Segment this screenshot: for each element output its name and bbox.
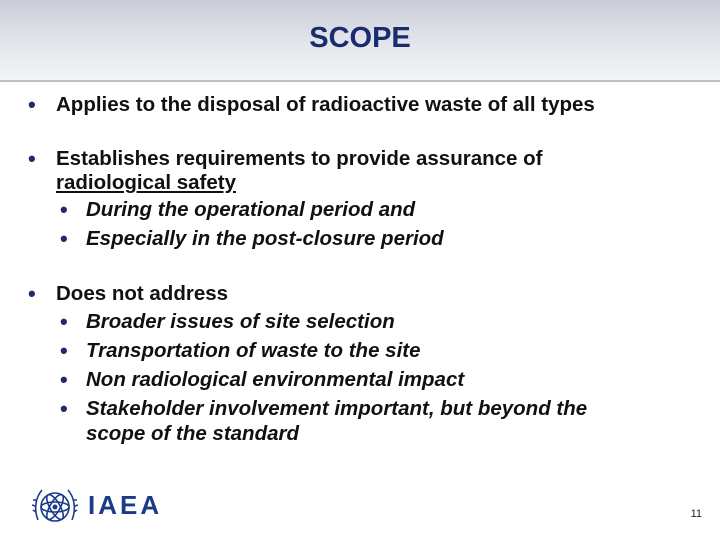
bullet-3 xyxy=(28,281,708,307)
sub-bullet-text: Broader issues of site selection xyxy=(86,310,395,333)
bullet-dot-icon: • xyxy=(60,197,68,222)
sub-bullet xyxy=(28,336,708,365)
bullet-dot-icon: • xyxy=(28,146,36,171)
bullet-dot-icon: • xyxy=(60,309,68,334)
bullet-2-text: Establishes requirements to provide assurance of xyxy=(56,147,543,170)
sub-bullet-text: Especially in the post-closure period xyxy=(86,227,444,250)
bullet-1 xyxy=(28,92,708,117)
sub-bullet-text: Non radiological environmental impact xyxy=(86,368,465,391)
bullet-3-text: Does not address xyxy=(56,282,229,305)
sub-bullet xyxy=(28,307,708,336)
sub-bullet-text: During the operational period and xyxy=(86,198,416,221)
bullet-1-text: Applies to the disposal of radioactive waste of all types xyxy=(56,93,595,116)
slide-content xyxy=(28,92,708,446)
bullet-dot-icon: • xyxy=(28,281,36,306)
bullet-dot-icon: • xyxy=(60,338,68,363)
iaea-wordmark: IAEA xyxy=(88,490,163,520)
bullet-2-underlined-text: radiological safety xyxy=(56,171,237,194)
bullet-dot-icon: • xyxy=(60,396,68,421)
sub-bullet xyxy=(28,224,708,253)
bullet-dot-icon: • xyxy=(28,92,36,117)
sub-bullet xyxy=(28,195,708,224)
bullet-dot-icon: • xyxy=(60,226,68,251)
sub-bullet-text: Transportation of waste to the site xyxy=(86,339,421,362)
sub-bullet xyxy=(28,396,708,446)
sub-bullet xyxy=(28,365,708,394)
sub-bullet-text: Stakeholder involvement important, but beyond the xyxy=(86,397,588,420)
page-number: 11 xyxy=(690,508,702,520)
slide-title: SCOPE xyxy=(309,22,411,54)
bullet-2 xyxy=(28,147,708,195)
bullet-dot-icon: • xyxy=(60,367,68,392)
iaea-logo-icon xyxy=(30,482,80,532)
sub-bullet-text-continued: scope of the standard xyxy=(86,422,300,445)
